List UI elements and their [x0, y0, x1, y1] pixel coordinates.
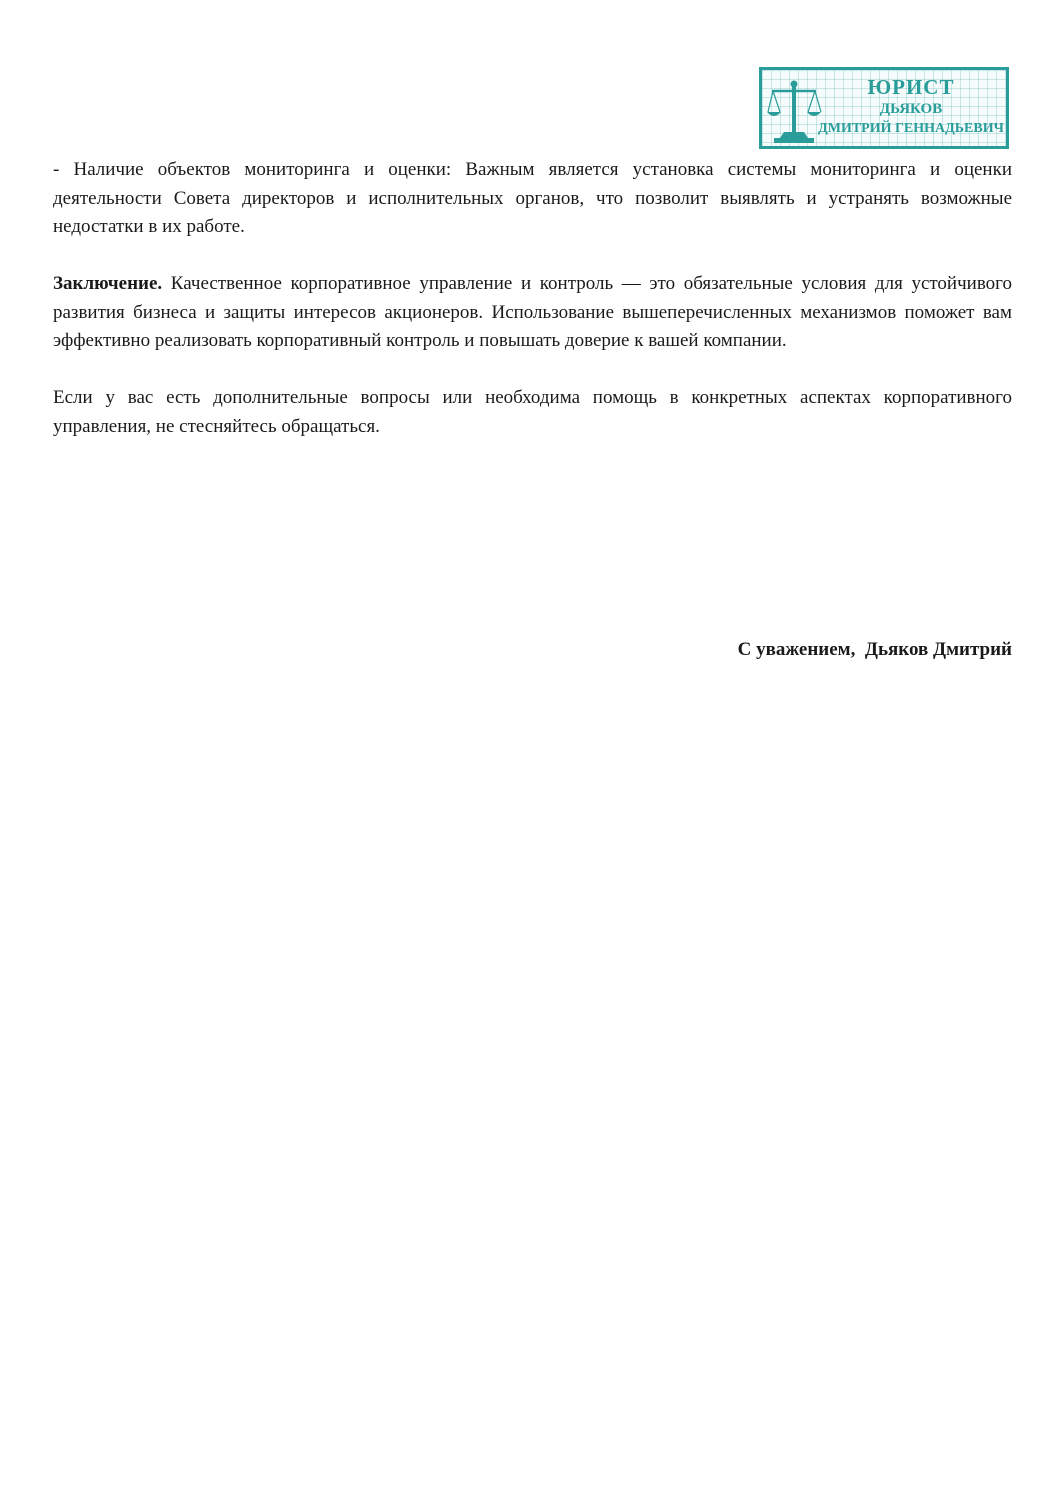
conclusion-label: Заключение. [53, 273, 163, 294]
logo-full-name: ДМИТРИЙ ГЕННАДЬЕВИЧ [818, 121, 1004, 136]
logo-title: ЮРИСТ [867, 75, 955, 99]
paragraph-conclusion [53, 270, 1012, 356]
logo-text [816, 75, 1006, 138]
signature: С уважением, Дьяков Дмитрий [737, 639, 1012, 660]
document-body [53, 156, 1012, 470]
paragraph-questions: Если у вас есть дополнительные вопросы или необходима помощь в конкретных аспектах корпоративного управления, не стесняйтесь обращаться. [53, 387, 1012, 437]
lawyer-logo-stamp [759, 67, 1009, 149]
conclusion-text: Качественное корпоративное управление и контроль — это обязательные условия для устойчивого развития бизнеса и защиты интересов акционеров. Использование вышеперечисленных механизмов поможет вам эффективно реализовать корпоративный контроль и повышать доверие к вашей компании. [53, 273, 1012, 351]
paragraph-monitoring: - Наличие объектов мониторинга и оценки: Важным является установка системы мониторинга и оценки деятельности Совета директоров и исполнительных органов, что позволит выявлять и устранять возможные недостатки в их работе. [53, 159, 1012, 237]
scales-of-justice-icon [766, 76, 822, 146]
logo-surname: ДЬЯКОВ [879, 101, 943, 117]
